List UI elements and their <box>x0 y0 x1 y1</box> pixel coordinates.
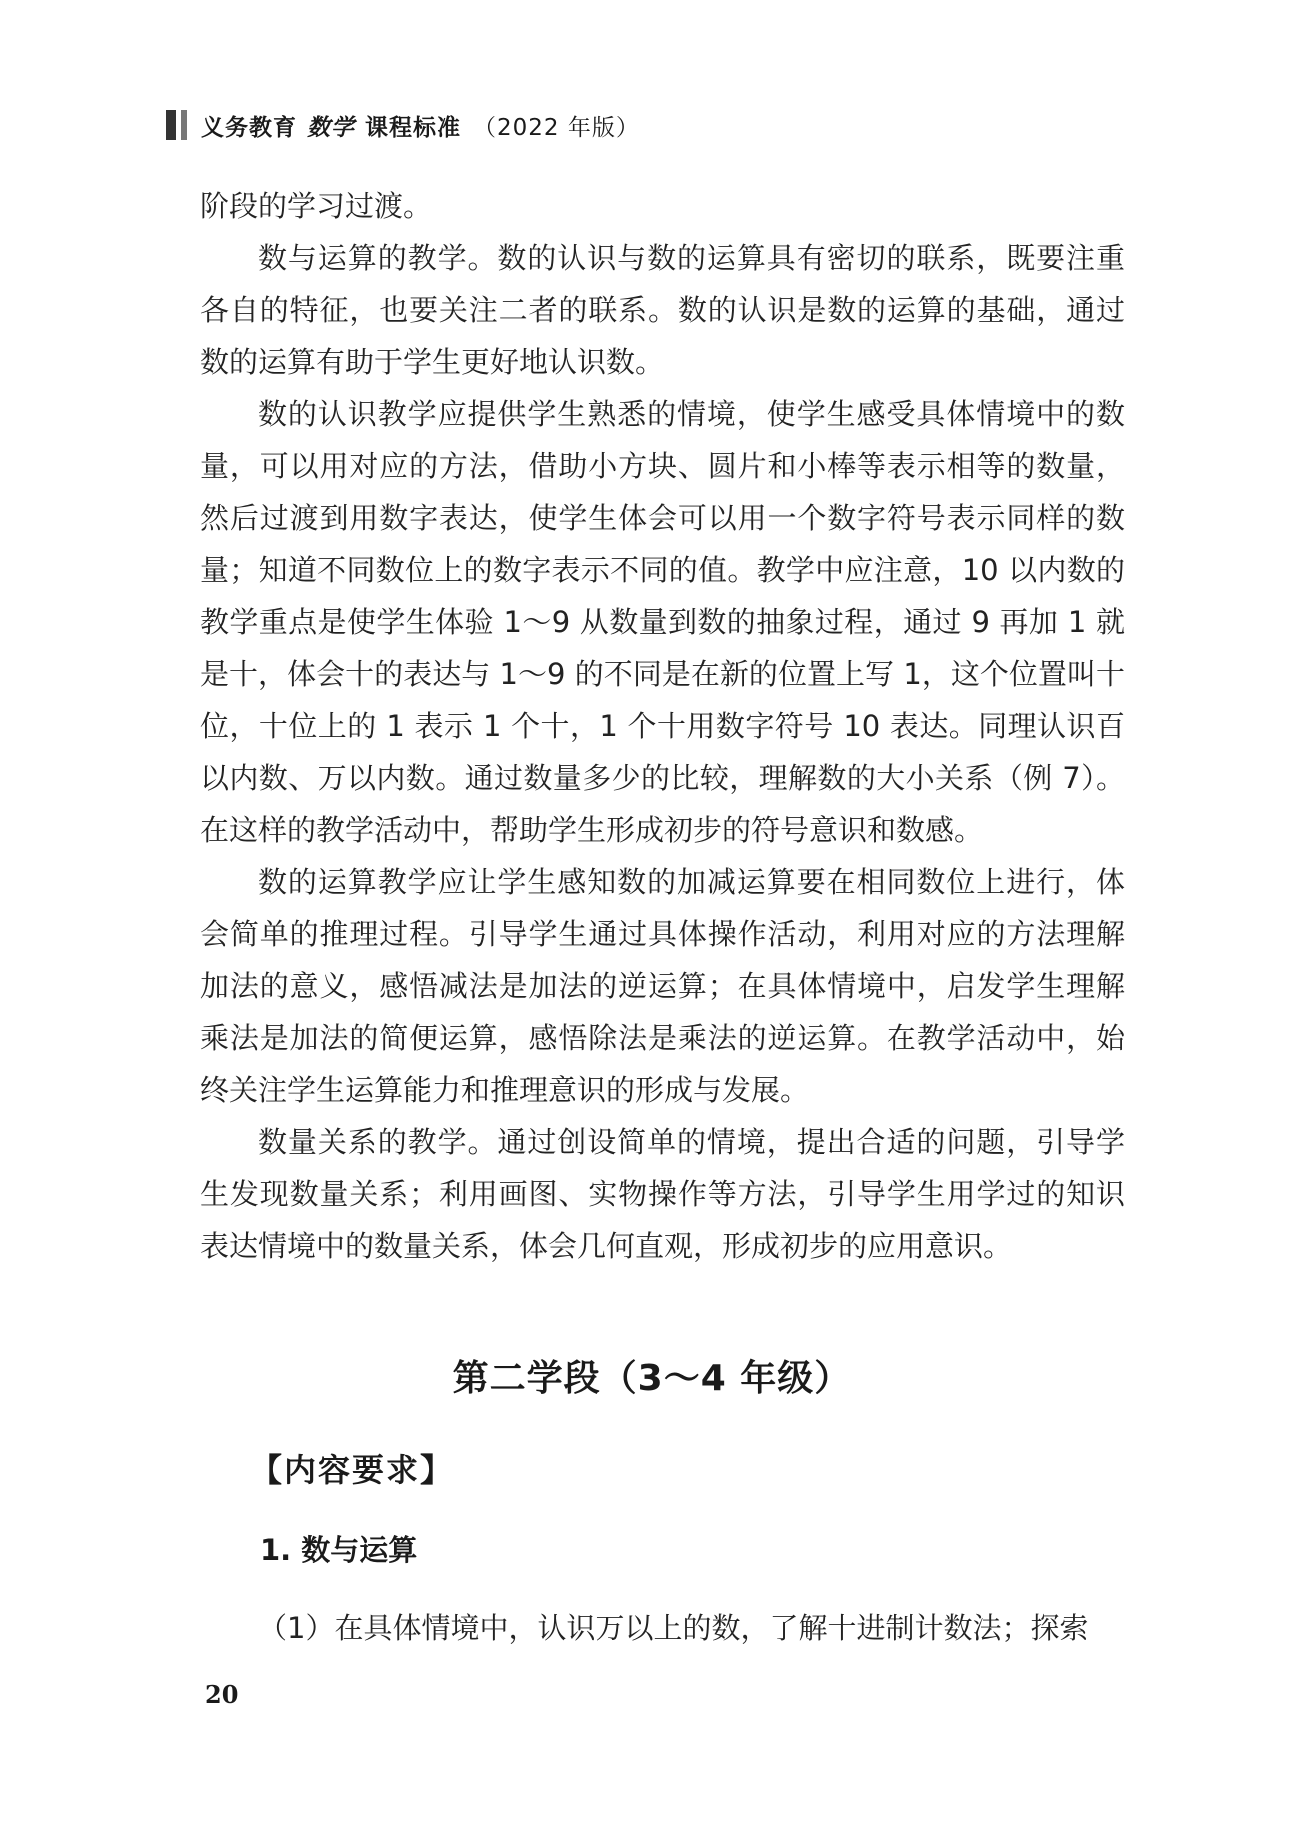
page-number: 20 <box>205 1680 239 1709</box>
header-bar-icon <box>166 110 187 140</box>
header-title <box>201 109 640 142</box>
paragraph: 数量关系的教学。通过创设简单的情境，提出合适的问题，引导学生发现数量关系；利用画图、实物操作等方法，引导学生用学过的知识表达情境中的数量关系，体会几何直观，形成初步的应用意识。 <box>200 1125 1125 1263</box>
item-heading: 1. 数与运算 <box>260 1533 418 1567</box>
paragraph: 阶段的学习过渡。 <box>200 189 433 223</box>
section-heading: 第二学段（3～4 年级） <box>452 1358 852 1399</box>
header-title-part2: 课程标准 <box>365 114 461 141</box>
body-text <box>200 180 1125 1272</box>
paragraph: 数与运算的教学。数的认识与数的运算具有密切的联系，既要注重各自的特征，也要关注二者的联系。数的认识是数的运算的基础，通过数的运算有助于学生更好地认识数。 <box>200 241 1125 379</box>
paragraph: 数的运算教学应让学生感知数的加减运算要在相同数位上进行，体会简单的推理过程。引导学生通过具体操作活动，利用对应的方法理解加法的意义，感悟减法是加法的逆运算；在具体情境中，启发学生理解乘法是加法的简便运算，感悟除法是乘法的逆运算。在教学活动中，始终关注学生运算能力和推理意识的形成与发展。 <box>200 865 1125 1107</box>
header-edition: （2022 年版） <box>473 114 640 141</box>
item-text: （1）在具体情境中，认识万以上的数，了解十进制计数法；探索 <box>258 1611 1089 1645</box>
subsection-heading: 【内容要求】 <box>250 1451 455 1489</box>
paragraph: 数的认识教学应提供学生熟悉的情境，使学生感受具体情境中的数量，可以用对应的方法，借助小方块、圆片和小棒等表示相等的数量，然后过渡到用数字表达，使学生体会可以用一个数字符号表示同样的数量；知道不同数位上的数字表示不同的值。教学中应注意，10 以内数的教学重点是使学生体验 1～9 从数量到数的抽象过程，通过 9 再加 1 就是十，体会十的表达与 1～9 的不同是在新的位置上写 1，这个位置叫十位，十位上的 1 表示 1 个十，1 个十用数字符号 10 表达。同理认识百以内数、万以内数。通过数量多少的比较，理解数的大小关系（例 7）。在这样的教学活动中，帮助学生形成初步的符号意识和数感。 <box>200 397 1125 847</box>
running-header <box>166 108 640 142</box>
header-title-part1: 义务教育 <box>201 114 297 141</box>
header-title-italic: 数学 <box>307 113 355 141</box>
